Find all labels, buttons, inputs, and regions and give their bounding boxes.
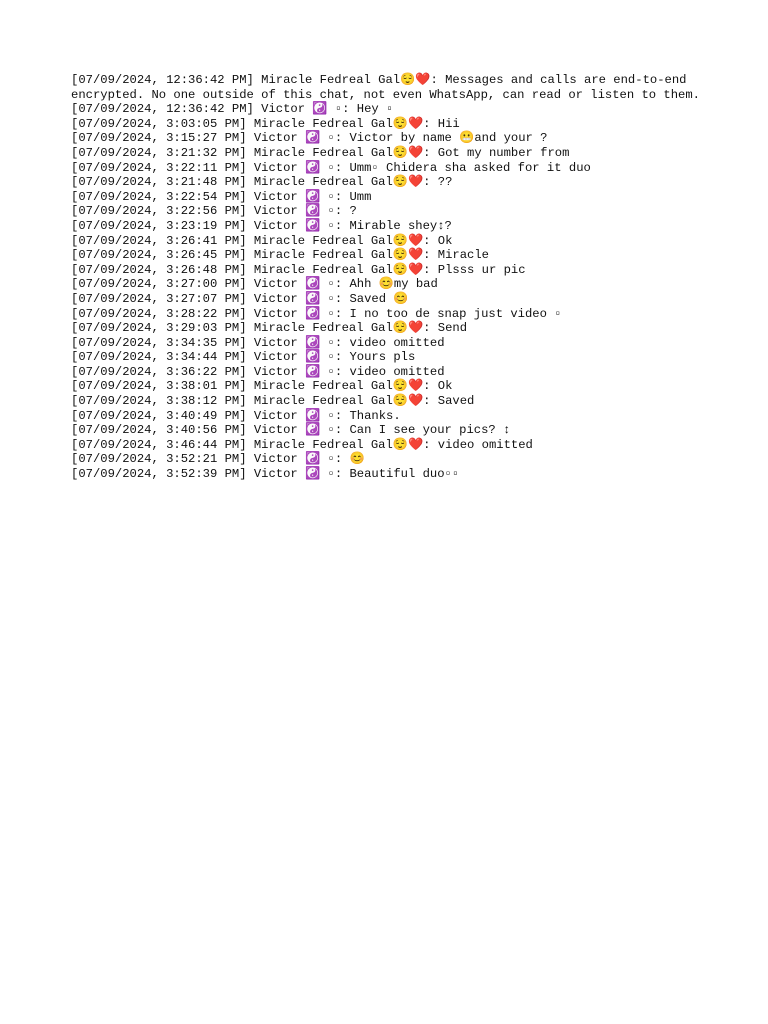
transcript-line: [07/09/2024, 3:21:32 PM] Miracle Fedreal Gal😌❤️: Got my number from — [71, 145, 570, 160]
transcript-line: [07/09/2024, 3:15:27 PM] Victor ☯️ ▫: Victor by name 😬and your ? — [71, 131, 548, 146]
transcript-line: [07/09/2024, 3:03:05 PM] Miracle Fedreal Gal😌❤️: Hii — [71, 116, 460, 131]
transcript-line: [07/09/2024, 3:22:11 PM] Victor ☯️ ▫: Umm▫ Chidera sha asked for it duo — [71, 160, 591, 175]
transcript-line: [07/09/2024, 3:52:21 PM] Victor ☯️ ▫: 😊 — [71, 452, 365, 467]
transcript-line: [07/09/2024, 3:38:01 PM] Miracle Fedreal Gal😌❤️: Ok — [71, 379, 453, 394]
transcript-line: [07/09/2024, 3:22:54 PM] Victor ☯️ ▫: Umm — [71, 189, 372, 204]
transcript-line: [07/09/2024, 3:22:56 PM] Victor ☯️ ▫: ? — [71, 204, 357, 219]
chat-transcript — [71, 73, 711, 482]
transcript-line: [07/09/2024, 3:36:22 PM] Victor ☯️ ▫: video omitted — [71, 364, 445, 379]
transcript-line: [07/09/2024, 3:26:45 PM] Miracle Fedreal Gal😌❤️: Miracle — [71, 248, 489, 263]
transcript-line: [07/09/2024, 3:21:48 PM] Miracle Fedreal Gal😌❤️: ?? — [71, 175, 453, 190]
transcript-line: [07/09/2024, 3:28:22 PM] Victor ☯️ ▫: I no too de snap just video ▫ — [71, 306, 562, 321]
transcript-line: [07/09/2024, 3:52:39 PM] Victor ☯️ ▫: Beautiful duo▫▫ — [71, 467, 460, 482]
transcript-line: [07/09/2024, 3:40:49 PM] Victor ☯️ ▫: Thanks. — [71, 408, 401, 423]
transcript-line: [07/09/2024, 3:29:03 PM] Miracle Fedreal Gal😌❤️: Send — [71, 321, 468, 336]
transcript-line: [07/09/2024, 12:36:42 PM] Miracle Fedreal Gal😌❤️: Messages and calls are end-to-end encrypted. No one outside of this chat, not even WhatsApp, can read or listen to them. — [71, 73, 700, 102]
transcript-line: [07/09/2024, 3:40:56 PM] Victor ☯️ ▫: Can I see your pics? ↕ — [71, 423, 511, 438]
transcript-line: [07/09/2024, 3:46:44 PM] Miracle Fedreal Gal😌❤️: video omitted — [71, 437, 533, 452]
transcript-line: [07/09/2024, 3:38:12 PM] Miracle Fedreal Gal😌❤️: Saved — [71, 394, 475, 409]
transcript-line: [07/09/2024, 3:34:44 PM] Victor ☯️ ▫: Yours pls — [71, 350, 416, 365]
transcript-line: [07/09/2024, 3:23:19 PM] Victor ☯️ ▫: Mirable shey↕? — [71, 218, 452, 233]
transcript-line: [07/09/2024, 3:27:07 PM] Victor ☯️ ▫: Saved 😊 — [71, 291, 409, 306]
transcript-line: [07/09/2024, 3:26:41 PM] Miracle Fedreal Gal😌❤️: Ok — [71, 233, 453, 248]
transcript-line: [07/09/2024, 3:34:35 PM] Victor ☯️ ▫: video omitted — [71, 335, 445, 350]
transcript-line: [07/09/2024, 12:36:42 PM] Victor ☯️ ▫: Hey ▫ — [71, 102, 394, 117]
transcript-line: [07/09/2024, 3:27:00 PM] Victor ☯️ ▫: Ahh 😊my bad — [71, 277, 438, 292]
transcript-line: [07/09/2024, 3:26:48 PM] Miracle Fedreal Gal😌❤️: Plsss ur pic — [71, 262, 526, 277]
